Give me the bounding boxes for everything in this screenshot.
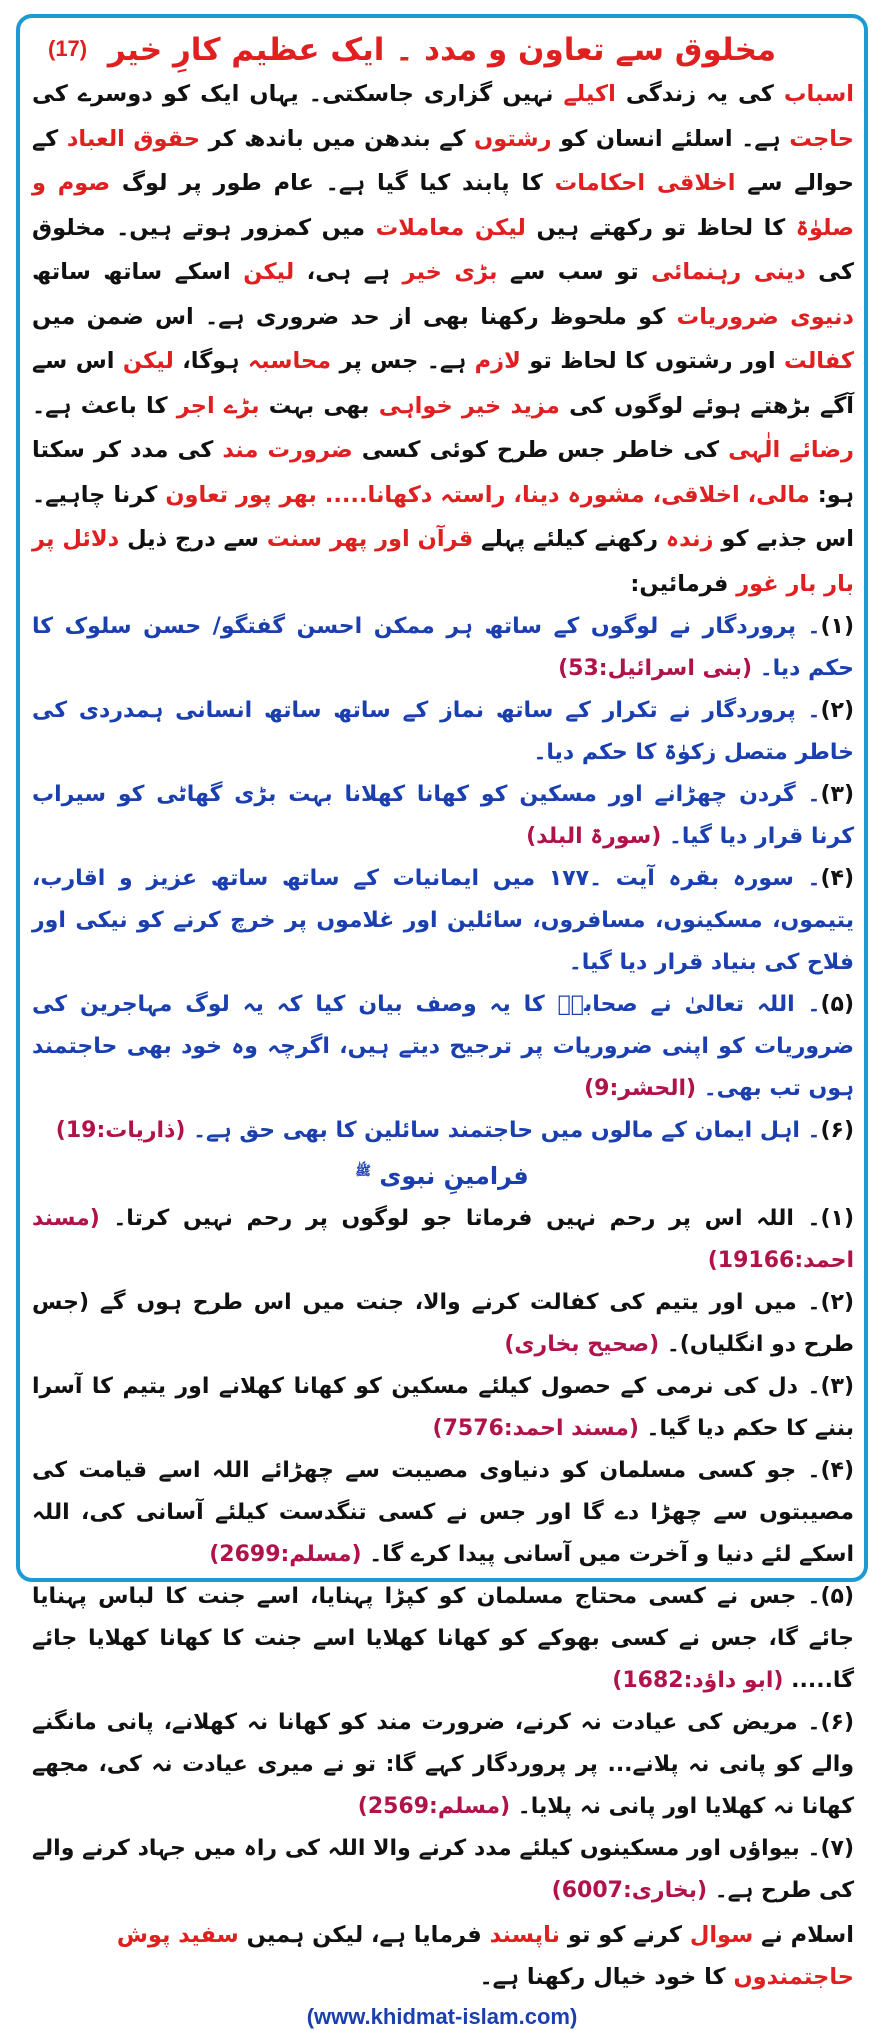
intro-segment: بڑے اجر <box>176 392 260 419</box>
intro-segment: لیکن معاملات <box>375 214 526 241</box>
intro-paragraph <box>32 72 854 606</box>
item-number: (۲) <box>820 1290 854 1315</box>
closing-paragraph <box>32 1914 854 1998</box>
intro-segment: دینی رہنمائی <box>651 259 806 285</box>
website-link[interactable]: (www.khidmat-islam.com) <box>306 2004 578 2029</box>
intro-segment: دنیوی ضروریات <box>676 303 854 330</box>
item-number: (۵) <box>820 992 854 1017</box>
reference-citation: (الحشر:9) <box>584 1076 697 1101</box>
page-number: (17) <box>48 36 88 61</box>
list-item <box>32 858 854 984</box>
intro-segment: حاجت <box>789 125 854 152</box>
intro-segment: اسکے ساتھ ساتھ <box>32 259 244 285</box>
item-number: (۱) <box>820 1206 854 1231</box>
reference-citation: (مسند احمد:7576) <box>432 1416 639 1441</box>
list-item <box>32 1366 854 1450</box>
item-number: (۳) <box>820 782 854 807</box>
reference-citation: (بخاری:6007) <box>551 1878 708 1903</box>
item-text: ۔ سورہ بقرہ آیت ۔۱۷۷ میں ایمانیات کے ساتھ ساتھ عزیز و اقارب، یتیموں، مسکینوں، مسافروں، سائلین اور غلاموں پر خرچ کرنے کو نیکی اور فلاح کی بنیاد قرار دیا گیا۔ <box>32 866 854 975</box>
item-number: (۷) <box>820 1836 854 1861</box>
reference-citation: (بنی اسرائیل:53) <box>558 656 753 681</box>
intro-segment: دلائل پر بار بار غور <box>32 526 854 597</box>
intro-segment: کفالت <box>784 348 854 374</box>
reference-citation: (مسند احمد:19166) <box>32 1206 854 1273</box>
pbuh-symbol: ﷺ <box>355 1164 371 1179</box>
page-title: مخلوق سے تعاون و مدد ۔ ایک عظیم کارِ خیر <box>107 32 777 68</box>
intro-segment: بڑی خیر <box>402 259 498 285</box>
intro-segment: مالی، اخلاقی، مشورہ دینا، راستہ دکھانا..... بھر پور تعاون <box>165 481 810 508</box>
intro-segment: کی مدد کر سکتا ہو: <box>32 437 854 508</box>
list-item <box>32 1576 854 1702</box>
intro-segment: کا پابند کیا گیا ہے۔ عام طور پر لوگ <box>110 170 555 196</box>
intro-segment: سے درج ذیل <box>119 526 267 552</box>
intro-segment: ہوگا، <box>173 348 248 374</box>
intro-segment: فرمائیں: <box>630 570 737 597</box>
closing-segment: کا خود خیال رکھنا ہے۔ <box>479 1964 734 1990</box>
closing-segment: اسلام نے <box>753 1922 854 1948</box>
list-item <box>32 1282 854 1366</box>
item-text: ۔ مریض کی عیادت نہ کرنے، ضرورت مند کو کھانا نہ کھلانے، پانی مانگنے والے کو پانی نہ پلانے... پر پروردگار کہے گا: تو نے میری عیادت نہ کی، مجھے کھانا نہ کھلایا اور پانی نہ پلایا۔ <box>32 1710 854 1819</box>
reference-citation: (مسلم:2569) <box>357 1794 511 1819</box>
item-number: (۱) <box>820 614 854 639</box>
intro-segment: کو ملحوظ رکھنا بھی از حد ضروری ہے۔ اس ضمن میں <box>32 303 677 330</box>
item-text: ۔ بیواؤں اور مسکینوں کیلئے مدد کرنے والا اللہ کی راہ میں جہاد کرنے والے کی طرح ہے۔ <box>32 1836 854 1903</box>
intro-segment: ہے۔ جس پر <box>331 348 475 374</box>
item-text: ۔ پروردگار نے لوگوں کے ساتھ ہر ممکن احسن گفتگو/ حسن سلوک کا حکم دیا۔ <box>32 614 854 681</box>
intro-segment: لازم <box>474 348 521 374</box>
intro-segment: کے حوالے سے <box>32 125 854 196</box>
list-item <box>32 774 854 858</box>
intro-segment: رشتوں <box>474 125 552 152</box>
list-item <box>32 1828 854 1912</box>
intro-segment: نہیں گزاری جاسکتی۔ یہاں ایک کو دوسرے کی <box>32 81 564 107</box>
intro-segment: اخلاقی احکامات <box>554 170 736 196</box>
item-number: (۲) <box>820 698 854 723</box>
intro-segment: زندہ <box>665 526 714 552</box>
intro-segment: لیکن <box>243 259 295 285</box>
intro-segment: کا لحاظ تو رکھتے ہیں <box>525 214 796 241</box>
item-text: ۔ جو کسی مسلمان کو دنیاوی مصیبت سے چھڑائے اللہ اسے قیامت کی مصیبتوں سے چھڑا دے گا اور جس نے کسی تنگدست کیلئے آسانی کی، اللہ اسکے لئے دنیا و آخرت میں آسانی پیدا کرے گا۔ <box>32 1458 854 1567</box>
intro-segment: تو سب سے <box>497 259 652 285</box>
closing-segment: فرمایا ہے، لیکن ہمیں <box>238 1922 490 1948</box>
intro-segment: لیکن <box>122 348 174 374</box>
closing-segment: سفید پوش حاجتمندوں <box>116 1922 854 1990</box>
item-number: (۴) <box>820 1458 854 1483</box>
item-number: (۶) <box>820 1118 854 1143</box>
item-text: ۔ اہل ایمان کے مالوں میں حاجتمند سائلین کا بھی حق ہے۔ <box>185 1118 821 1143</box>
list-item <box>32 1702 854 1828</box>
intro-segment: ہے۔ اسلئے انسان کو <box>551 125 790 152</box>
reference-citation: (ذاریات:19) <box>55 1118 186 1143</box>
hadith-points-list <box>32 1198 854 1912</box>
reference-citation: (ابو داؤد:1682) <box>612 1668 784 1693</box>
hadith-heading-text: فرامینِ نبوی <box>379 1162 529 1190</box>
page-frame <box>16 14 868 2029</box>
intro-segment: ہے ہی، <box>294 259 403 285</box>
item-text: ۔ دل کی نرمی کے حصول کیلئے مسکین کو کھانا کھلانے اور یتیم کا آسرا بننے کا حکم دیا گیا۔ <box>32 1374 854 1441</box>
item-number: (۳) <box>820 1374 854 1399</box>
closing-segment: کرنے کو تو <box>560 1922 690 1948</box>
intro-segment: رضائے الٰہی <box>728 437 855 463</box>
list-item <box>32 1450 854 1576</box>
intro-segment: اس سے آگے بڑھتے ہوئے لوگوں کی <box>32 348 854 419</box>
intro-segment: ضرورت مند <box>222 437 353 463</box>
list-item <box>32 690 854 774</box>
reference-citation: (مسلم:2699) <box>209 1542 362 1567</box>
intro-segment: قرآن اور پھر سنت <box>266 526 474 552</box>
intro-segment: حقوق العباد <box>66 125 201 152</box>
closing-segment: ناپسند <box>489 1922 561 1948</box>
list-item <box>32 984 854 1110</box>
hadith-heading <box>20 1162 864 1190</box>
list-item <box>32 1110 854 1152</box>
list-item <box>32 1198 854 1282</box>
intro-segment: کی خاطر جس طرح کوئی کسی <box>352 437 729 463</box>
item-text: ۔ میں اور یتیم کی کفالت کرنے والا، جنت میں اس طرح ہوں گے (جس طرح دو انگلیاں)۔ <box>32 1290 854 1357</box>
item-number: (۶) <box>820 1710 854 1735</box>
reference-citation: (صحیح بخاری) <box>504 1332 660 1357</box>
reference-citation: (سورۃ البلد) <box>526 824 662 849</box>
intro-segment: کرنا چاہیے۔ اس جذبے کو <box>32 481 854 552</box>
intro-segment: مزید خیر خواہی <box>378 392 560 419</box>
quran-points-list <box>32 606 854 1152</box>
intro-segment: کی یہ زندگی <box>615 81 784 107</box>
intro-segment: میں کمزور ہوتے ہیں۔ مخلوق کی <box>32 214 855 285</box>
intro-segment: اور رشتوں کا لحاظ تو <box>520 348 784 374</box>
item-text: ۔ گردن چھڑانے اور مسکین کو کھانا کھلانا بہت بڑی گھاٹی کو سیراب کرنا قرار دیا گیا۔ <box>32 782 854 849</box>
item-text: ۔ پروردگار نے تکرار کے ساتھ نماز کے ساتھ ساتھ انسانی ہمدردی کی خاطر متصل زکوٰۃ کا حکم دیا۔ <box>32 698 854 765</box>
intro-segment: صوم و صلوٰۃ <box>32 170 854 241</box>
item-number: (۴) <box>820 866 854 891</box>
intro-segment: رکھنے کیلئے پہلے <box>473 526 666 552</box>
list-item <box>32 606 854 690</box>
closing-segment: سوال <box>689 1922 754 1948</box>
item-text: ۔ اللہ تعالیٰ نے صحابہؓ کا یہ وصف بیان کیا کہ یہ لوگ مہاجرین کی ضروریات کو اپنی ضروریات پر ترجیح دیتے ہیں، اگرچہ وہ خود بھی حاجتمند ہوں تب بھی۔ <box>32 992 854 1101</box>
intro-segment: کا باعث ہے۔ <box>32 392 177 419</box>
item-number: (۵) <box>820 1584 854 1609</box>
intro-segment: اکیلے <box>563 81 616 107</box>
item-text: ۔ اللہ اس پر رحم نہیں فرماتا جو لوگوں پر رحم نہیں کرتا۔ <box>99 1206 821 1231</box>
intro-segment: کے بندھن میں باندھ کر <box>200 125 475 152</box>
intro-segment: محاسبہ <box>247 348 332 374</box>
item-text: ۔ جس نے کسی محتاج مسلمان کو کپڑا پہنایا، اسے جنت کا لباس پہنایا جائے گا، جس نے کسی بھوکے کو کھانا کھلایا اسے جنت کا کھانا کھلایا جائے گا..... <box>32 1584 854 1693</box>
intro-segment: اسباب <box>783 81 855 107</box>
intro-segment: بھی بہت <box>259 392 379 419</box>
